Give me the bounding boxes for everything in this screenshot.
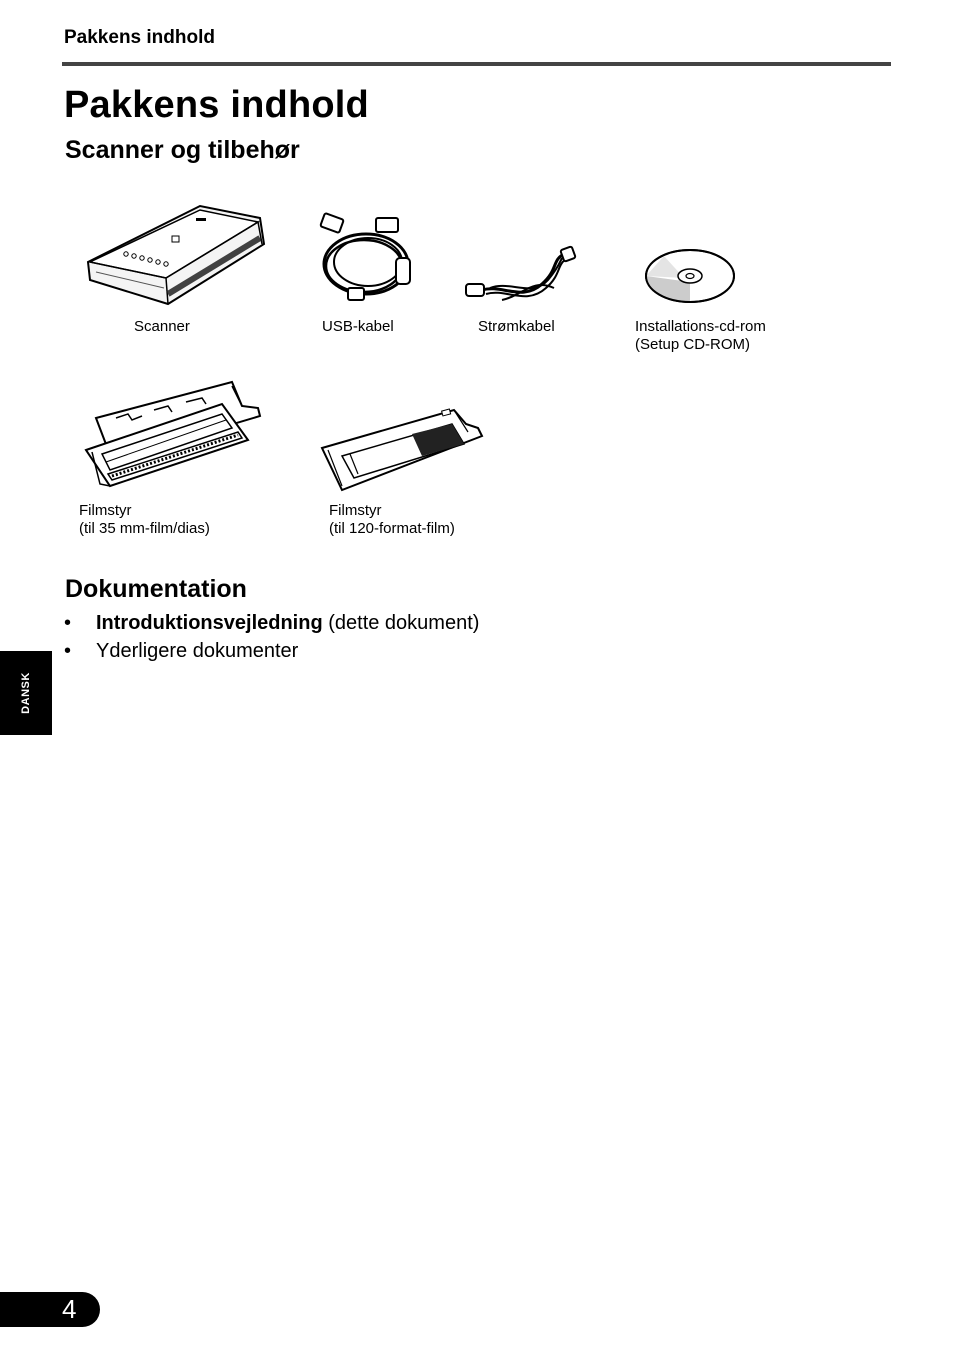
- caption-cd-rom: [635, 318, 766, 354]
- caption-film-guide-35mm-line-1: Filmstyr: [79, 502, 132, 519]
- caption-cd-rom-line-2: (Setup CD-ROM): [635, 336, 751, 353]
- language-tab-label: DANSK: [20, 672, 32, 714]
- caption-film-guide-120-line-2: (til 120-format-film): [329, 520, 455, 537]
- caption-film-guide-35mm-line-2: (til 35 mm-film/dias): [79, 520, 210, 537]
- list-item: [64, 609, 479, 637]
- caption-scanner: Scanner: [134, 318, 190, 335]
- page-title: Pakkens indhold: [64, 84, 369, 126]
- documentation-list: [64, 609, 479, 665]
- section-heading-accessories: Scanner og tilbehør: [65, 136, 300, 164]
- scanner-icon: [82, 202, 272, 310]
- language-tab: [0, 651, 52, 735]
- list-item: [64, 637, 479, 665]
- page-number-tab: [0, 1292, 100, 1327]
- list-item-bold: Introduktionsvejledning: [96, 612, 323, 634]
- power-cable-icon: [462, 244, 580, 306]
- list-item-text: Yderligere dokumenter: [96, 640, 299, 662]
- bullet: •: [64, 640, 72, 662]
- list-item-text: (dette dokument): [322, 612, 480, 634]
- film-guide-35mm-icon: [82, 380, 264, 494]
- caption-power-cable: Strømkabel: [478, 318, 555, 335]
- caption-film-guide-120-line-1: Filmstyr: [329, 502, 382, 519]
- caption-film-guide-35mm: [79, 502, 210, 538]
- film-guide-120-icon: [318, 404, 486, 494]
- usb-cable-icon: [316, 212, 420, 308]
- caption-film-guide-120: [329, 502, 455, 538]
- caption-usb-cable: USB-kabel: [322, 318, 394, 335]
- page-number: 4: [62, 1294, 77, 1324]
- cd-rom-icon: [644, 248, 738, 304]
- caption-cd-rom-line-1: Installations-cd-rom: [635, 318, 766, 335]
- bullet: •: [64, 612, 72, 634]
- section-heading-documentation: Dokumentation: [65, 575, 247, 603]
- header-rule: [62, 62, 891, 66]
- running-header: Pakkens indhold: [64, 27, 215, 48]
